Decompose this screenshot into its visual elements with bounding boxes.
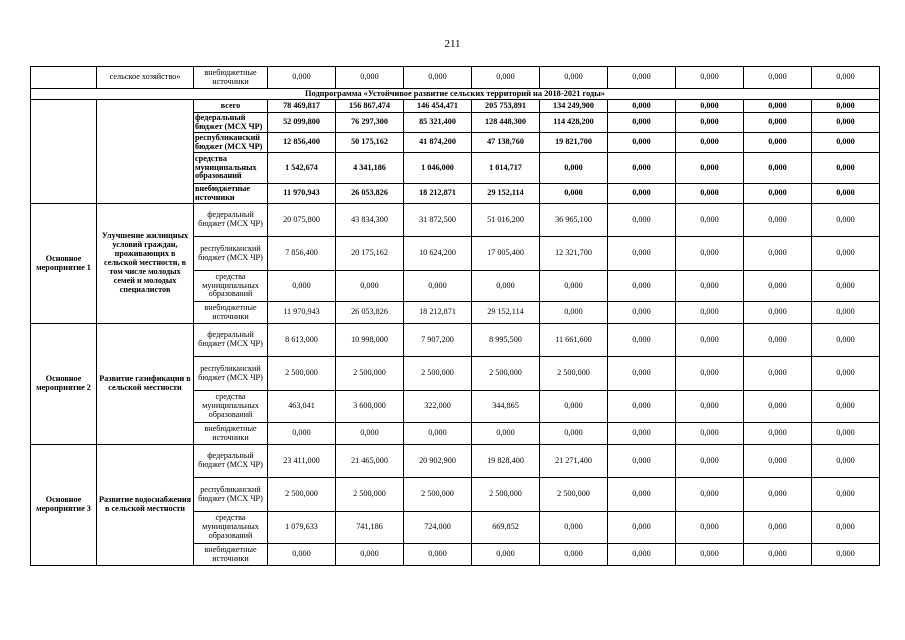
source-cell: внебюджетные источники [194,67,268,89]
value-cell: 0,000 [812,391,880,423]
table-row [31,67,880,89]
value-cell: 0,000 [608,204,676,237]
blank-cell [31,100,97,204]
value-cell: 0,000 [540,423,608,445]
table-row [31,204,880,237]
source-cell: внебюджетные источники [194,423,268,445]
value-cell: 29 152,114 [472,184,540,204]
value-cell: 0,000 [744,271,812,302]
value-cell: 29 152,114 [472,302,540,324]
source-cell: республиканский бюджет (МСХ ЧР) [194,133,268,153]
measure-name: Улучшение жилищных условий граждан, проживающих в сельской местности, в том числе молодых семей и молодых специалистов [97,204,194,324]
value-cell: 0,000 [608,100,676,113]
value-cell: 20 902,900 [404,445,472,478]
value-cell: 134 249,900 [540,100,608,113]
program-name-cell: сельское хозяйство» [97,67,194,89]
value-cell: 0,000 [336,67,404,89]
value-cell: 2 500,000 [540,478,608,512]
value-cell: 8 995,500 [472,324,540,357]
value-cell: 17 005,400 [472,237,540,271]
value-cell: 0,000 [812,113,880,133]
value-cell: 0,000 [540,184,608,204]
value-cell: 10 998,000 [336,324,404,357]
value-cell: 0,000 [608,357,676,391]
value-cell: 11 970,943 [268,184,336,204]
value-cell: 0,000 [812,512,880,544]
source-cell: федеральный бюджет (МСХ ЧР) [194,113,268,133]
value-cell: 146 454,471 [404,100,472,113]
value-cell: 36 965,100 [540,204,608,237]
value-cell: 19 821,700 [540,133,608,153]
value-cell: 0,000 [676,445,744,478]
value-cell: 10 624,200 [404,237,472,271]
value-cell: 669,852 [472,512,540,544]
value-cell: 11 970,943 [268,302,336,324]
measure-name: Развитие водоснабжения в сельской местности [97,445,194,566]
value-cell: 2 500,000 [268,478,336,512]
value-cell: 0,000 [472,423,540,445]
value-cell: 0,000 [268,544,336,566]
value-cell: 0,000 [608,544,676,566]
value-cell: 0,000 [608,324,676,357]
table-row [31,100,880,113]
value-cell: 724,000 [404,512,472,544]
value-cell: 0,000 [472,271,540,302]
value-cell: 2 500,000 [336,357,404,391]
value-cell: 0,000 [744,67,812,89]
value-cell: 0,000 [812,67,880,89]
value-cell: 0,000 [608,445,676,478]
value-cell: 0,000 [472,67,540,89]
value-cell: 0,000 [676,133,744,153]
value-cell: 0,000 [336,544,404,566]
subprogram-title-row [31,89,880,100]
value-cell: 0,000 [540,302,608,324]
value-cell: 0,000 [744,204,812,237]
source-cell: федеральный бюджет (МСХ ЧР) [194,204,268,237]
value-cell: 18 212,871 [404,184,472,204]
value-cell: 0,000 [404,423,472,445]
value-cell: 0,000 [744,391,812,423]
blank-cell [31,67,97,89]
value-cell: 0,000 [676,478,744,512]
source-cell: внебюджетные источники [194,544,268,566]
measure-name: Развитие газификации в сельской местности [97,324,194,445]
value-cell: 0,000 [812,271,880,302]
source-cell: средства муниципальных образований [194,391,268,423]
value-cell: 0,000 [540,271,608,302]
value-cell: 0,000 [812,237,880,271]
value-cell: 52 099,800 [268,113,336,133]
value-cell: 0,000 [268,423,336,445]
value-cell: 0,000 [744,237,812,271]
source-cell: средства муниципальных образований [194,512,268,544]
value-cell: 0,000 [744,133,812,153]
page-number: 211 [444,38,461,50]
value-cell: 8 613,000 [268,324,336,357]
value-cell: 7 907,200 [404,324,472,357]
value-cell: 85 321,400 [404,113,472,133]
blank-cell [97,100,194,204]
value-cell: 0,000 [676,100,744,113]
value-cell: 7 856,400 [268,237,336,271]
value-cell: 0,000 [608,133,676,153]
value-cell: 0,000 [404,544,472,566]
value-cell: 12 856,400 [268,133,336,153]
source-cell: федеральный бюджет (МСХ ЧР) [194,324,268,357]
value-cell: 0,000 [676,113,744,133]
source-cell: республиканский бюджет (МСХ ЧР) [194,478,268,512]
value-cell: 0,000 [744,445,812,478]
value-cell: 0,000 [812,445,880,478]
subprogram-title: Подпрограмма «Устойчивое развитие сельских территорий на 2018-2021 годы» [31,89,880,100]
value-cell: 0,000 [676,204,744,237]
source-cell: внебюджетные источники [194,184,268,204]
value-cell: 322,000 [404,391,472,423]
value-cell: 20 075,800 [268,204,336,237]
value-cell: 0,000 [744,100,812,113]
source-cell: внебюджетные источники [194,302,268,324]
value-cell: 0,000 [676,391,744,423]
measure-label: Основное мероприятие 2 [31,324,97,445]
value-cell: 0,000 [812,357,880,391]
value-cell: 31 872,500 [404,204,472,237]
value-cell: 0,000 [744,478,812,512]
value-cell: 0,000 [812,100,880,113]
value-cell: 1 079,633 [268,512,336,544]
value-cell: 0,000 [540,544,608,566]
value-cell: 4 341,186 [336,153,404,184]
value-cell: 205 753,891 [472,100,540,113]
source-cell: республиканский бюджет (МСХ ЧР) [194,237,268,271]
value-cell: 0,000 [676,423,744,445]
value-cell: 51 016,200 [472,204,540,237]
value-cell: 0,000 [608,271,676,302]
value-cell: 18 212,871 [404,302,472,324]
value-cell: 26 053,826 [336,302,404,324]
value-cell: 76 297,300 [336,113,404,133]
value-cell: 0,000 [608,302,676,324]
value-cell: 21 271,400 [540,445,608,478]
value-cell: 21 465,000 [336,445,404,478]
table-body [31,67,880,566]
value-cell: 47 138,760 [472,133,540,153]
value-cell: 19 828,400 [472,445,540,478]
value-cell: 0,000 [336,423,404,445]
value-cell: 0,000 [676,184,744,204]
value-cell: 0,000 [744,113,812,133]
value-cell: 0,000 [812,153,880,184]
value-cell: 50 175,162 [336,133,404,153]
value-cell: 43 834,300 [336,204,404,237]
value-cell: 0,000 [676,512,744,544]
value-cell: 0,000 [404,271,472,302]
value-cell: 0,000 [540,67,608,89]
value-cell: 3 600,000 [336,391,404,423]
value-cell: 0,000 [676,237,744,271]
value-cell: 0,000 [608,67,676,89]
value-cell: 0,000 [676,544,744,566]
value-cell: 26 053,826 [336,184,404,204]
value-cell: 0,000 [608,423,676,445]
source-cell: республиканский бюджет (МСХ ЧР) [194,357,268,391]
value-cell: 0,000 [812,133,880,153]
value-cell: 12 321,700 [540,237,608,271]
value-cell: 2 500,000 [472,478,540,512]
value-cell: 0,000 [540,153,608,184]
value-cell: 463,041 [268,391,336,423]
value-cell: 156 867,474 [336,100,404,113]
value-cell: 2 500,000 [404,478,472,512]
value-cell: 0,000 [268,271,336,302]
value-cell: 0,000 [744,324,812,357]
value-cell: 114 428,200 [540,113,608,133]
value-cell: 0,000 [608,478,676,512]
value-cell: 0,000 [744,357,812,391]
value-cell: 0,000 [812,544,880,566]
value-cell: 2 500,000 [404,357,472,391]
value-cell: 2 500,000 [336,478,404,512]
value-cell: 0,000 [608,184,676,204]
table-row [31,324,880,357]
value-cell: 0,000 [744,184,812,204]
value-cell: 0,000 [812,302,880,324]
value-cell: 0,000 [744,423,812,445]
value-cell: 20 175,162 [336,237,404,271]
value-cell: 741,186 [336,512,404,544]
value-cell: 78 469,817 [268,100,336,113]
value-cell: 0,000 [404,67,472,89]
value-cell: 11 661,600 [540,324,608,357]
value-cell: 0,000 [336,271,404,302]
value-cell: 23 411,000 [268,445,336,478]
value-cell: 0,000 [608,237,676,271]
value-cell: 2 500,000 [268,357,336,391]
value-cell: 0,000 [540,512,608,544]
value-cell: 0,000 [676,153,744,184]
source-cell: средства муниципальных образований [194,271,268,302]
value-cell: 0,000 [812,423,880,445]
value-cell: 0,000 [812,478,880,512]
value-cell: 2 500,000 [540,357,608,391]
source-cell: всего [194,100,268,113]
value-cell: 0,000 [608,153,676,184]
value-cell: 1 014,717 [472,153,540,184]
value-cell: 0,000 [472,544,540,566]
value-cell: 0,000 [744,512,812,544]
value-cell: 0,000 [608,512,676,544]
source-cell: федеральный бюджет (МСХ ЧР) [194,445,268,478]
value-cell: 0,000 [268,67,336,89]
value-cell: 0,000 [744,302,812,324]
value-cell: 0,000 [676,271,744,302]
value-cell: 0,000 [608,113,676,133]
measure-label: Основное мероприятие 3 [31,445,97,566]
value-cell: 1 542,674 [268,153,336,184]
value-cell: 0,000 [812,184,880,204]
value-cell: 128 448,300 [472,113,540,133]
value-cell: 0,000 [744,544,812,566]
value-cell: 0,000 [812,204,880,237]
value-cell: 2 500,000 [472,357,540,391]
source-cell: средства муниципальных образований [194,153,268,184]
value-cell: 0,000 [676,302,744,324]
value-cell: 0,000 [812,324,880,357]
value-cell: 0,000 [676,324,744,357]
budget-table [30,66,880,566]
value-cell: 344,865 [472,391,540,423]
value-cell: 0,000 [676,67,744,89]
value-cell: 41 874,200 [404,133,472,153]
value-cell: 0,000 [608,391,676,423]
measure-label: Основное мероприятие 1 [31,204,97,324]
value-cell: 0,000 [540,391,608,423]
value-cell: 1 046,000 [404,153,472,184]
value-cell: 0,000 [744,153,812,184]
value-cell: 0,000 [676,357,744,391]
table-row [31,445,880,478]
